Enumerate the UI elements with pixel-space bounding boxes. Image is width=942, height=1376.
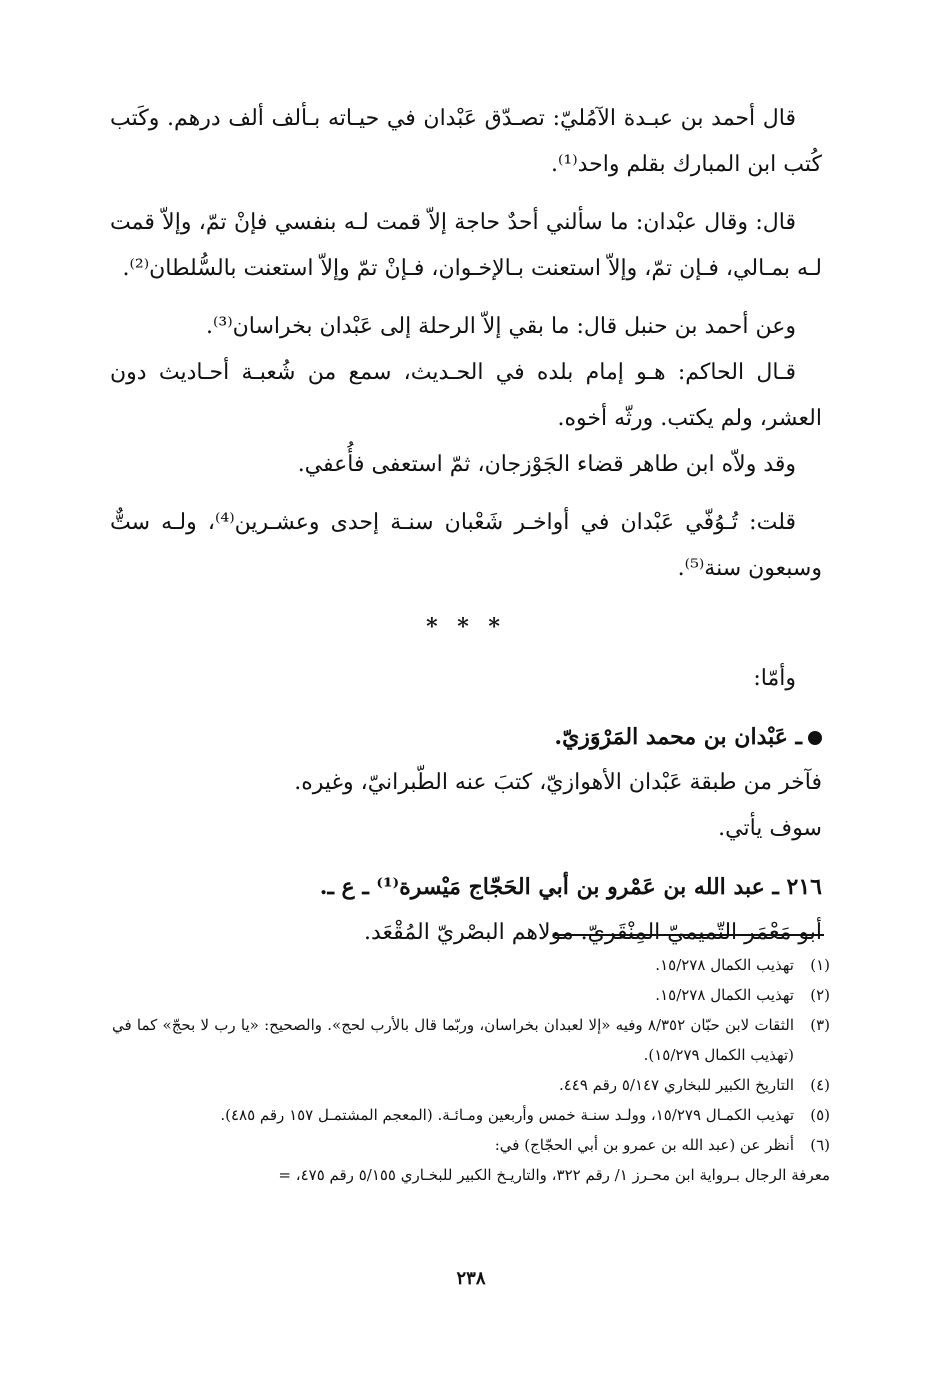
- footnote-number: (٤): [810, 1076, 830, 1094]
- footnotes: [112, 950, 830, 1190]
- wa-amma-line: وأمّا:: [753, 666, 796, 691]
- entry-line-1: فآخر من طبقة عَبْدان الأهوازيّ، كتبَ عنه الطّبرانيّ، وغيره.: [294, 770, 822, 795]
- page-number: ٢٣٨: [456, 1268, 486, 1289]
- entry-line-2: سوف يأتي.: [718, 816, 822, 841]
- footnote-number: (٣): [810, 1016, 830, 1034]
- section-divider-stars: * * *: [426, 614, 506, 640]
- footnote-6: [112, 1130, 830, 1160]
- bullet-icon: [808, 731, 822, 745]
- footnote-number: (٦): [810, 1136, 830, 1154]
- footnote-1: [112, 950, 830, 980]
- footnote-3: [112, 1010, 830, 1070]
- footnote-text: الثقات لابن حبّان ٨/٣٥٢ وفيه «إلا لعبدان بخراسان، وربّما قال بالأرب لحج». والصحيح: «يا رب لا بحجّ» كما في (تهذيب الكمال ١٥/٢٧٩).: [112, 1016, 794, 1064]
- footnote-number: (١): [810, 956, 830, 974]
- paragraph-1: قال أحمد بن عبـدة الآمُليّ: تصـدّق عَبْدان في حيـاته بـألف ألف درهم. وكَتب كُتب ابن المبارك بقلم واحد⁽¹⁾.: [110, 106, 822, 177]
- entry-title: ـ عَبْدان بن محمد المَرْوَزيّ.: [554, 724, 802, 750]
- footnote-separator: [554, 934, 824, 936]
- footnote-4: [112, 1070, 830, 1100]
- footnote-number: (٥): [810, 1106, 830, 1124]
- paragraph-2: قال: وقال عبْدان: ما سألني أحدٌ حاجة إلاّ قمت لـه بنفسي فإنْ تمّ، وإلاّ قمت لـه بمـالي، فـإن تمّ، وإلاّ استعنت بـالإخـوان، فـإنْ تمّ وإلاّ استعنت بالسُّلطان⁽²⁾.: [110, 210, 822, 281]
- footnote-text: التاريخ الكبير للبخاري ٥/١٤٧ رقم ٤٤٩.: [558, 1076, 794, 1094]
- footnote-5: [112, 1100, 830, 1130]
- main-text: [110, 96, 822, 956]
- footnote-text: تهذيب الكمال ١٥/٢٧٨.: [655, 956, 794, 974]
- entry-216-title: ٢١٦ ـ عبد الله بن عَمْرو بن أبي الحَجّاج مَيْسرة⁽¹⁾ ـ ع ـ.: [319, 874, 822, 900]
- paragraph-3: وعن أحمد بن حنبل قال: ما بقي إلاّ الرحلة إلى عَبْدان بخراسان⁽³⁾.: [205, 314, 796, 339]
- footnote-text: تهذيب الكمـال ١٥/٢٧٩، وولـد سنـة خمس وأربعين ومـائـة. (المعجم المشتمـل ١٥٧ رقم ٤٨٥).: [220, 1106, 794, 1124]
- footnote-text: أنظر عن (عبد الله بن عمرو بن أبي الحجّاج) في:: [494, 1136, 794, 1154]
- entry-heading: [110, 714, 822, 760]
- footnote-number: (٢): [810, 986, 830, 1004]
- paragraph-6: قلت: تُـوُفّي عَبْدان في أواخـر شَعْبان سنـة إحدى وعشـرين⁽⁴⁾، ولـه ستٌّ وسبعون سنة⁽⁵⁾.: [110, 510, 822, 581]
- footnote-2: [112, 980, 830, 1010]
- footnote-text: تهذيب الكمال ١٥/٢٧٨.: [655, 986, 794, 1004]
- footnote-continuation: معرفة الرجال بـرواية ابن محـرز ١/ رقم ٣٢٢، والتاريـخ الكبير للبخـاري ٥/١٥٥ رقم ٤٧٥، =: [278, 1166, 830, 1184]
- paragraph-5: وقد ولاّه ابن طاهر قضاء الجَوْزجان، ثمّ استعفى فأُعفي.: [297, 452, 796, 477]
- paragraph-4: قـال الحاكم: هـو إمام بلده في الحـديث، سمع من شُعبـة أحـاديث دون العشر، ولم يكتب. ورثّه أخوه.: [110, 360, 822, 431]
- entry-216-line-1: أبو مَعْمَر التّميميّ المِنْقَريّ. مولاهم البصْريّ المُقْعَد.: [364, 920, 822, 945]
